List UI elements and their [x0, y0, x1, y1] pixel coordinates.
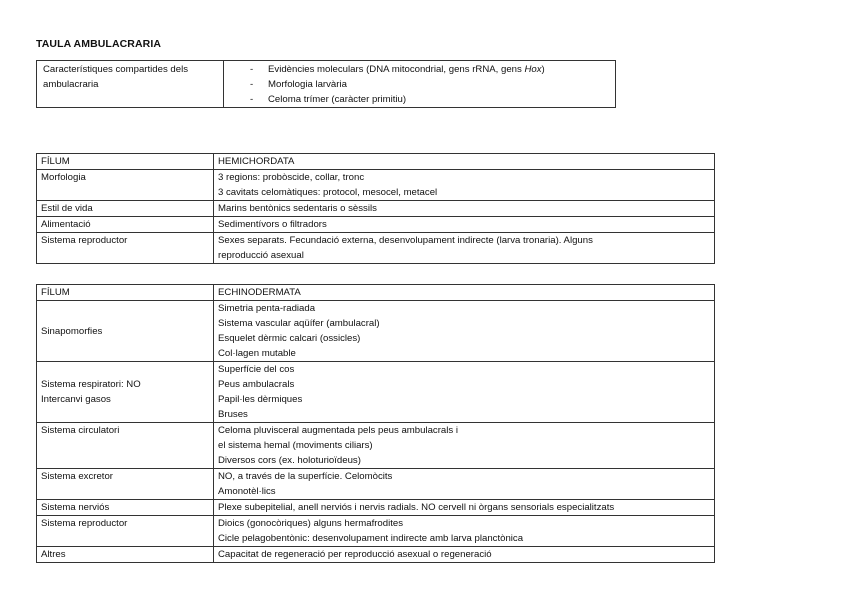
- row-label: Morfologia: [37, 170, 214, 201]
- row-label: Sistema reproductor: [37, 233, 214, 264]
- table-header-row: [37, 285, 715, 301]
- table-row: [37, 500, 715, 516]
- shared-list: [228, 62, 611, 107]
- document-title: TAULA AMBULACRARIA: [36, 38, 162, 50]
- row-value: Celoma pluvisceral augmentada pels peus ambulacrals i el sistema hemal (moviments ciliars) Diversos cors (ex. holoturioïdeus): [214, 423, 715, 469]
- row-label: Sinapomorfies: [37, 301, 214, 362]
- shared-features-table: [36, 60, 616, 108]
- row-label: Sistema respiratori: NO Intercanvi gasos: [37, 362, 214, 423]
- row-label: Sistema nerviós: [37, 500, 214, 516]
- hemichordata-table: [36, 153, 715, 264]
- row-value: Plexe subepitelial, anell nerviós i nervis radials. NO cervell ni òrgans sensorials especialitzats: [214, 500, 715, 516]
- table-row: [37, 233, 715, 264]
- table-row: [37, 217, 715, 233]
- row-label: Altres: [37, 547, 214, 563]
- row-value: Sedimentívors o filtradors: [214, 217, 715, 233]
- row-label: Alimentació: [37, 217, 214, 233]
- header-cell: HEMICHORDATA: [214, 154, 715, 170]
- row-value: NO, a través de la superfície. Celomòcits Amonotèl·lics: [214, 469, 715, 500]
- list-item: - Evidències moleculars (DNA mitocondrial, gens rRNA, gens Hox): [250, 62, 611, 77]
- header-cell: FÍLUM: [37, 285, 214, 301]
- table-row: [37, 423, 715, 469]
- table-row: [37, 469, 715, 500]
- row-value: Simetria penta-radiada Sistema vascular aqüífer (ambulacral) Esquelet dèrmic calcari (ossicles) Col·lagen mutable: [214, 301, 715, 362]
- table-row: [37, 516, 715, 547]
- row-label: Sistema excretor: [37, 469, 214, 500]
- row-value: Superfície del cos Peus ambulacrals Papil·les dèrmiques Bruses: [214, 362, 715, 423]
- shared-items-cell: [224, 61, 616, 108]
- table-header-row: [37, 154, 715, 170]
- echinodermata-table: [36, 284, 715, 563]
- row-value: Sexes separats. Fecundació externa, desenvolupament indirecte (larva tronaria). Alguns reproducció asexual: [214, 233, 715, 264]
- header-cell: FÍLUM: [37, 154, 214, 170]
- row-label: Sistema reproductor: [37, 516, 214, 547]
- table-row: [37, 61, 616, 108]
- table-row: [37, 201, 715, 217]
- row-value: Dioics (gonocòriques) alguns hermafrodites Cicle pelagobentònic: desenvolupament indirecte amb larva planctònica: [214, 516, 715, 547]
- row-label: Sistema circulatori: [37, 423, 214, 469]
- header-cell: ECHINODERMATA: [214, 285, 715, 301]
- row-value: Marins bentònics sedentaris o sèssils: [214, 201, 715, 217]
- row-value: 3 regions: probòscide, collar, tronc 3 cavitats celomàtiques: protocol, mesocel, metacel: [214, 170, 715, 201]
- shared-label: Característiques compartides dels ambulacraria: [37, 61, 224, 108]
- table-row: [37, 301, 715, 362]
- list-item: - Celoma trímer (caràcter primitiu): [250, 92, 611, 107]
- row-value: Capacitat de regeneració per reproducció asexual o regeneració: [214, 547, 715, 563]
- table-row: [37, 547, 715, 563]
- list-item: - Morfologia larvària: [250, 77, 611, 92]
- row-label: Estil de vida: [37, 201, 214, 217]
- table-row: [37, 362, 715, 423]
- table-row: [37, 170, 715, 201]
